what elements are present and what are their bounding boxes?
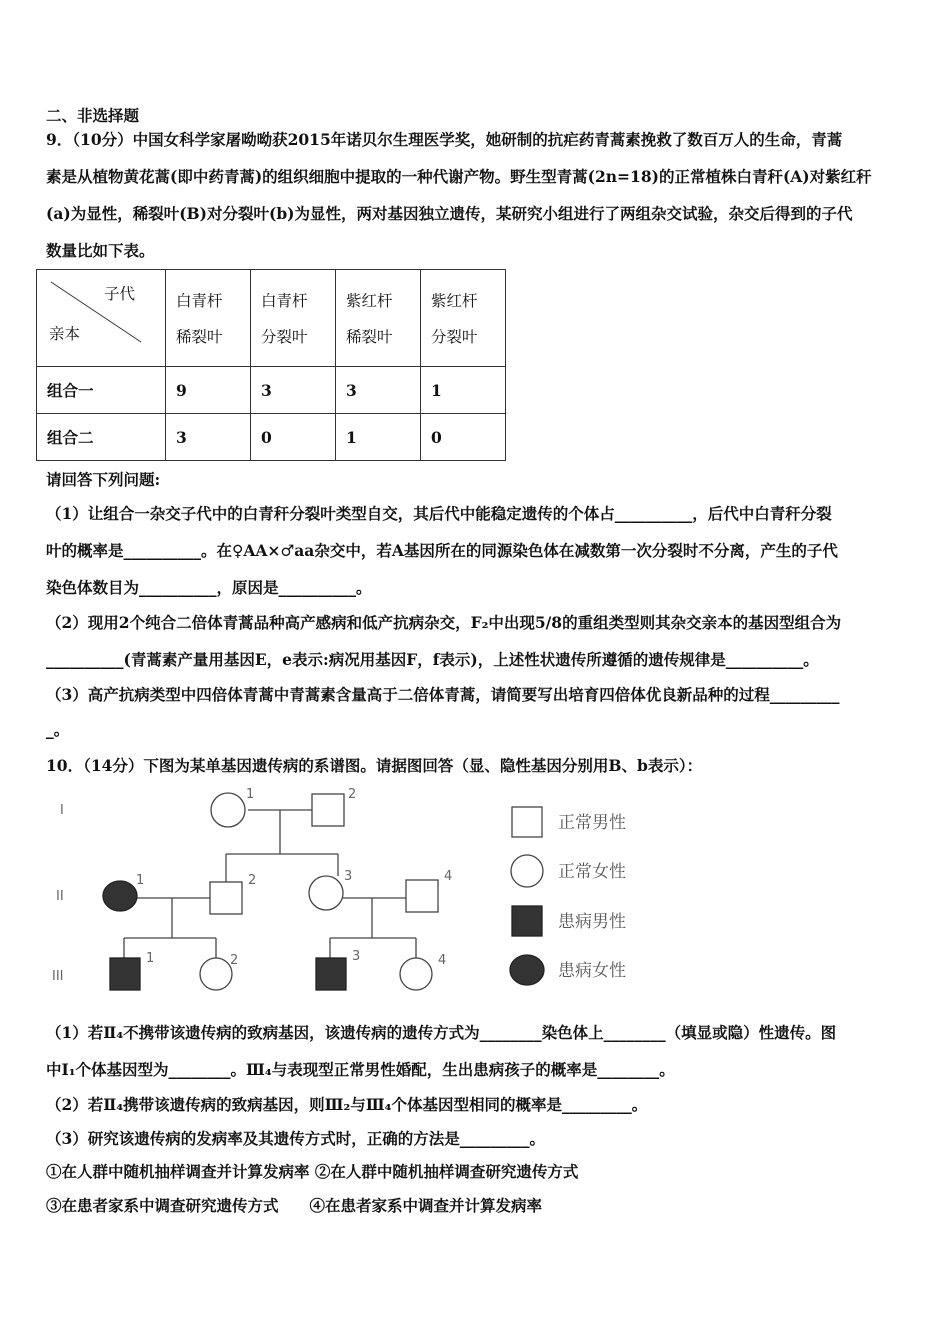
pedigree-II1-affected-female	[103, 881, 137, 911]
q9-stem-line: 素是从植物黄花蒿(即中药青蒿)的组织细胞中提取的一种代谢产物。野生型青蒿(2n=18)的正常植株白青秆(A)对紫红秆	[46, 167, 872, 186]
individual-number: 1	[136, 873, 145, 888]
individual-number: 1	[146, 951, 155, 966]
q9-part-line: （1）让组合一杂交子代中的白青秆分裂叶类型自交，其后代中能稳定遗传的个体占__________，后代中白青秆分裂	[46, 504, 832, 523]
legend-label: 正常男性	[558, 813, 626, 833]
table-header-cell: 紫红杆 稀裂叶	[336, 270, 421, 367]
q9-stem-line: 9．（10分）中国女科学家屠呦呦获2015年诺贝尔生理医学奖，她研制的抗疟药青蒿素挽救了数百万人的生命，青蒿	[46, 130, 843, 149]
legend-affected-female-icon	[510, 955, 544, 985]
pedigree-I2-normal-male	[312, 794, 344, 826]
corner-label-parent: 亲本	[49, 325, 81, 343]
q10-title: 10．（14分）下图为某单基因遗传病的系谱图。请据图回答（显、隐性基因分别用B、b表示）：	[46, 756, 703, 775]
q9-part-line: （2）现用2个纯合二倍体青蒿品种高产感病和低产抗病杂交，F₂中出现5/8的重组类型则其杂交亲本的基因型组合为	[46, 613, 842, 632]
table-corner-cell	[37, 270, 166, 367]
row-label: 组合一	[37, 367, 166, 414]
section-title: 二、非选择题	[46, 106, 140, 125]
q9-stem-line: 数量比如下表。	[46, 241, 155, 260]
generation-label: III	[52, 969, 64, 984]
individual-number: 2	[348, 787, 357, 802]
table-cell: 1	[421, 367, 506, 414]
pedigree-III2-normal-female	[200, 958, 232, 990]
q10-part-line: （3）研究该遗传病的发病率及其遗传方式时，正确的方法是_________。	[46, 1129, 546, 1148]
pedigree-II2-normal-male	[210, 882, 242, 914]
table-row	[37, 367, 506, 414]
generation-label: II	[56, 889, 64, 904]
pedigree-chart	[40, 780, 680, 1005]
table-header-cell: 白青杆 稀裂叶	[166, 270, 251, 367]
q9-part-line: 叶的概率是__________。在♀AA×♂aa杂交中，若A基因所在的同源染色体在减数第一次分裂时不分离，产生的子代	[46, 541, 838, 560]
table-cell: 3	[166, 414, 251, 461]
individual-number: 4	[438, 953, 447, 968]
q9-part-line: （3）高产抗病类型中四倍体青蒿中青蒿素含量高于二倍体青蒿，请简要写出培育四倍体优良新品种的过程_________	[46, 685, 840, 704]
legend-normal-male-icon	[512, 807, 542, 837]
legend-normal-female-icon	[511, 855, 543, 887]
individual-number: 2	[230, 953, 239, 968]
table-header-cell: 白青杆 分裂叶	[251, 270, 336, 367]
q9-part-line: 染色体数目为__________，原因是__________。	[46, 578, 372, 597]
table-cell: 0	[421, 414, 506, 461]
legend-label: 正常女性	[558, 862, 626, 882]
corner-label-offspring: 子代	[103, 285, 135, 303]
q9-prompt: 请回答下列问题:	[46, 470, 161, 489]
diagonal-divider	[37, 270, 165, 366]
legend-label: 患病男性	[558, 912, 626, 932]
pedigree-III4-normal-female	[400, 958, 432, 990]
pedigree-II3-normal-female	[309, 876, 343, 910]
generation-label: I	[60, 803, 64, 818]
individual-number: 3	[344, 869, 353, 884]
q9-data-table	[36, 269, 506, 461]
q9-stem-line: (a)为显性，稀裂叶(B)对分裂叶(b)为显性，两对基因独立遗传，某研究小组进行了两组杂交试验，杂交后得到的子代	[46, 204, 853, 223]
q10-option-line: ①在人群中随机抽样调查并计算发病率 ②在人群中随机抽样调查研究遗传方式	[46, 1162, 579, 1181]
individual-number: 1	[246, 787, 255, 802]
table-header-cell: 紫红杆 分裂叶	[421, 270, 506, 367]
individual-number: 2	[248, 873, 257, 888]
table-cell: 3	[336, 367, 421, 414]
table-row	[37, 414, 506, 461]
pedigree-III3-affected-male	[316, 958, 346, 990]
pedigree-II4-normal-male	[406, 880, 438, 912]
q10-part-line: （1）若Ⅱ₄不携带该遗传病的致病基因，该遗传病的遗传方式为________染色体上________（填显或隐）性遗传。图	[46, 1023, 837, 1042]
q9-part-line: _。	[46, 720, 70, 739]
q9-part-line: __________(青蒿素产量用基因E，e表示:病况用基因F，f表示)，上述性状遗传所遵循的遗传规律是__________。	[46, 650, 819, 669]
pedigree-I1-normal-female	[211, 793, 245, 827]
legend-label: 患病女性	[558, 961, 626, 981]
q10-part-line: 中Ⅰ₁个体基因型为________。Ⅲ₄与表现型正常男性婚配，生出患病孩子的概率是________。	[46, 1060, 675, 1079]
q10-part-line: （2）若Ⅱ₄携带该遗传病的致病基因，则Ⅲ₂与Ⅲ₄个体基因型相同的概率是_________。	[46, 1095, 648, 1114]
table-cell: 3	[251, 367, 336, 414]
row-label: 组合二	[37, 414, 166, 461]
individual-number: 3	[352, 949, 361, 964]
table-cell: 1	[336, 414, 421, 461]
individual-number: 4	[444, 869, 453, 884]
table-cell: 0	[251, 414, 336, 461]
table-cell: 9	[166, 367, 251, 414]
q10-option-line: ③在患者家系中调查研究遗传方式 ④在患者家系中调查并计算发病率	[46, 1196, 543, 1215]
pedigree-III1-affected-male	[110, 958, 140, 990]
legend-affected-male-icon	[512, 906, 542, 936]
